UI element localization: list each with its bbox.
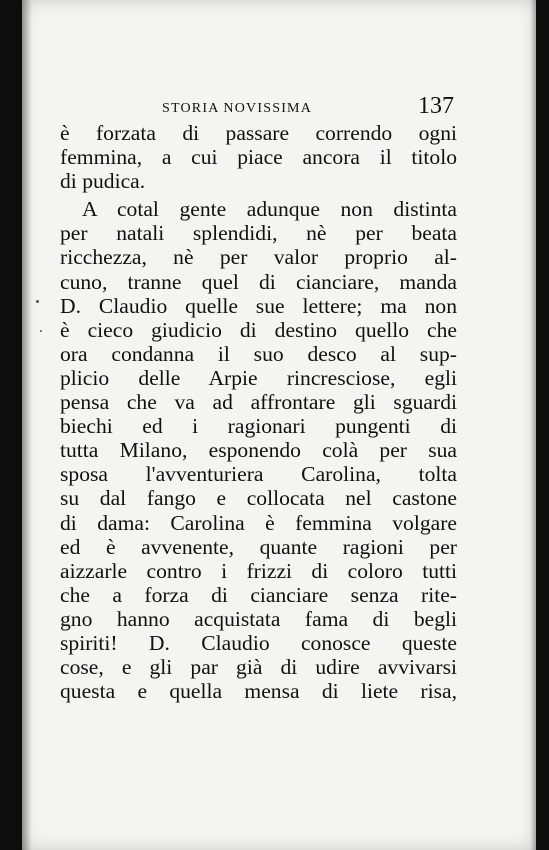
paper-speck xyxy=(40,330,42,332)
text-line: che a forza di cianciare senza rite- xyxy=(60,582,457,607)
text-line: ricchezza, nè per valor proprio al- xyxy=(60,245,457,270)
body-text xyxy=(60,121,457,703)
paragraph xyxy=(60,197,457,703)
text-line: di dama: Carolina è femmina volgare xyxy=(60,510,457,535)
page-edge-shadow xyxy=(530,0,536,850)
page-number: 137 xyxy=(418,93,454,119)
text-line: gno hanno acquistata fama di begli xyxy=(60,606,457,631)
text-line: plicio delle Arpie rincresciose, egli xyxy=(60,365,457,390)
text-line: A cotal gente adunque non distinta xyxy=(82,197,457,222)
text-line: è forzata di passare correndo ogni xyxy=(60,121,457,145)
text-line: femmina, a cui piace ancora il titolo xyxy=(60,145,457,170)
text-line: biechi ed i ragionari pungenti di xyxy=(60,414,457,439)
text-line: di pudica. xyxy=(60,169,146,194)
paper-speck xyxy=(36,300,39,303)
text-line: sposa l'avventuriera Carolina, tolta xyxy=(60,462,457,487)
running-head: STORIA NOVISSIMA xyxy=(162,101,313,116)
text-line: cose, e gli par già di udire avvivarsi xyxy=(60,655,457,680)
text-line: ed è avvenente, quante ragioni per xyxy=(60,534,457,559)
text-line: su dal fango e collocata nel castone xyxy=(60,486,457,511)
text-line: aizzarle contro i frizzi di coloro tutti xyxy=(60,558,457,583)
text-line: ora condanna il suo desco al sup- xyxy=(60,341,457,366)
text-line: D. Claudio quelle sue lettere; ma non xyxy=(60,293,457,318)
text-line: tutta Milano, esponendo colà per sua xyxy=(60,438,457,463)
text-line: spiriti! D. Claudio conosce queste xyxy=(60,630,457,655)
page-header xyxy=(162,93,454,121)
text-line: pensa che va ad affrontare gli sguardi xyxy=(60,390,457,415)
text-line: questa e quella mensa di liete risa, xyxy=(60,679,457,704)
gutter-shadow xyxy=(22,0,32,850)
text-line: cuno, tranne quel di cianciare, manda xyxy=(60,269,457,294)
paragraph xyxy=(60,121,457,193)
text-line: per natali splendidi, nè per beata xyxy=(60,221,457,246)
text-line: è cieco giudicio di destino quello che xyxy=(60,317,457,342)
book-page xyxy=(22,0,536,850)
